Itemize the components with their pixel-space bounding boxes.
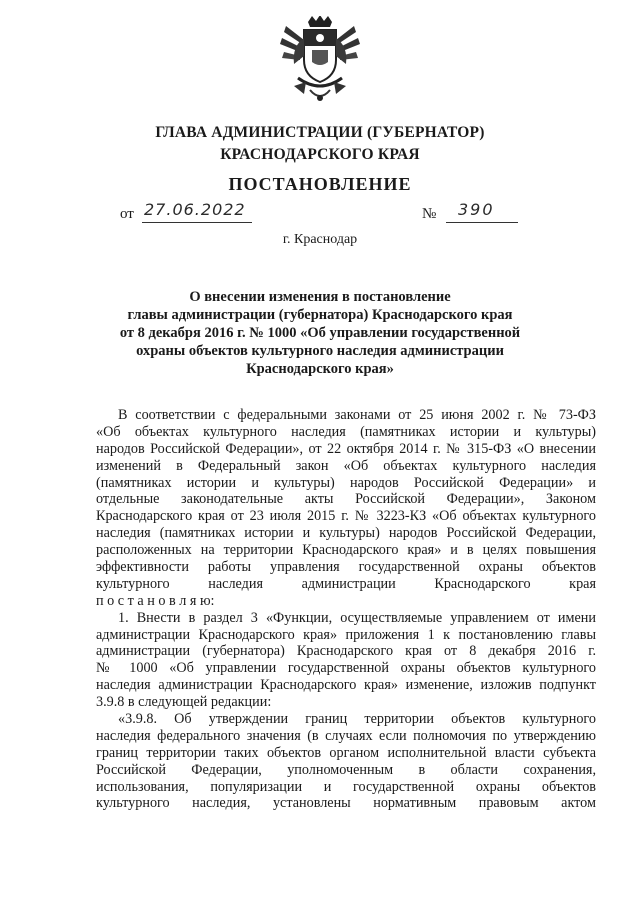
- body-line: наследия администрации Краснодарского края» изменение, изложив подпункт: [96, 677, 596, 694]
- body-line: администрации Краснодарского края» приложения 1 к постановлению главы: [96, 626, 596, 643]
- body-line: расположенных на территории Краснодарского края» и в целях повышения: [96, 542, 596, 559]
- body-line-decree-word: п о с т а н о в л я ю:: [96, 592, 215, 609]
- body-line: культурного наследия администрации Краснодарского края: [96, 575, 596, 592]
- date-number-row: [120, 200, 520, 226]
- number-prefix: №: [422, 206, 437, 222]
- krasnodar-coat-of-arms-emblem: [280, 16, 360, 106]
- body-line: Российской Федерации, уполномоченным в области сохранения,: [96, 761, 596, 778]
- body-line: 3.9.8 в следующей редакции:: [96, 694, 272, 711]
- issuing-authority: [0, 122, 640, 166]
- body-line: наследия федерального значения (в случаях если полномочия по утверждению: [96, 727, 596, 744]
- city-name: г. Краснодар: [282, 232, 358, 247]
- body-line: «Об объектах культурного наследия (памятниках истории и культуры): [96, 423, 596, 440]
- body-line: использования, популяризации и государственной охраны объектов: [96, 778, 596, 795]
- number-underline: [446, 222, 518, 223]
- body-line: наследия (памятниках истории и культуры) народов Российской Федерации,: [96, 525, 596, 542]
- title-line: охраны объектов культурного наследия администрации: [136, 343, 504, 359]
- body-line: отдельные законодательные акты Российской Федерации», Законом: [96, 491, 596, 508]
- document-title: [60, 288, 580, 378]
- body-line: администрации (губернатора) Краснодарского края от 8 декабря 2016 г.: [96, 643, 596, 660]
- body-line: № 1000 «Об управлении государственной охраны объектов культурного: [96, 660, 596, 677]
- handwritten-number: 390: [458, 200, 495, 219]
- body-line: В соответствии с федеральными законами от 25 июня 2002 г. № 73-ФЗ: [118, 407, 596, 423]
- authority-line-1: ГЛАВА АДМИНИСТРАЦИИ (ГУБЕРНАТОР): [155, 124, 485, 141]
- handwritten-date: 27.06.2022: [144, 200, 246, 219]
- body-line: эффективности работы управления государственной охраны объектов: [96, 559, 596, 576]
- date-underline: [142, 222, 252, 223]
- body-line: 1. Внести в раздел 3 «Функции, осуществляемые управлением от имени: [118, 609, 596, 626]
- body-line: изменений в Федеральный закон «Об объектах культурного наследия: [96, 457, 596, 474]
- body-line: Краснодарского края от 23 июля 2015 г. № 3223-КЗ «Об объектах культурного: [96, 508, 596, 525]
- title-line: Краснодарского края»: [246, 361, 394, 377]
- body-line: народов Российской Федерации», от 22 октября 2014 г. № 315-ФЗ «О внесении: [96, 440, 596, 457]
- document-body: [96, 407, 596, 812]
- title-line: от 8 декабря 2016 г. № 1000 «Об управлении государственной: [119, 325, 521, 341]
- date-prefix: от: [120, 206, 134, 222]
- title-line: главы администрации (губернатора) Краснодарского края: [127, 307, 513, 323]
- body-line: «3.9.8. Об утверждении границ территории объектов культурного: [118, 711, 596, 728]
- body-line: культурного наследия, установлены нормативным правовым актом: [96, 795, 596, 812]
- body-line: границ территории таких объектов органом исполнительной власти субъекта: [96, 744, 596, 761]
- authority-line-2: КРАСНОДАРСКОГО КРАЯ: [220, 146, 420, 163]
- body-line: (памятниках истории и культуры) народов Российской Федерации» и: [96, 474, 596, 491]
- title-line: О внесении изменения в постановление: [189, 289, 451, 305]
- document-type-heading: ПОСТАНОВЛЕНИЕ: [228, 174, 412, 194]
